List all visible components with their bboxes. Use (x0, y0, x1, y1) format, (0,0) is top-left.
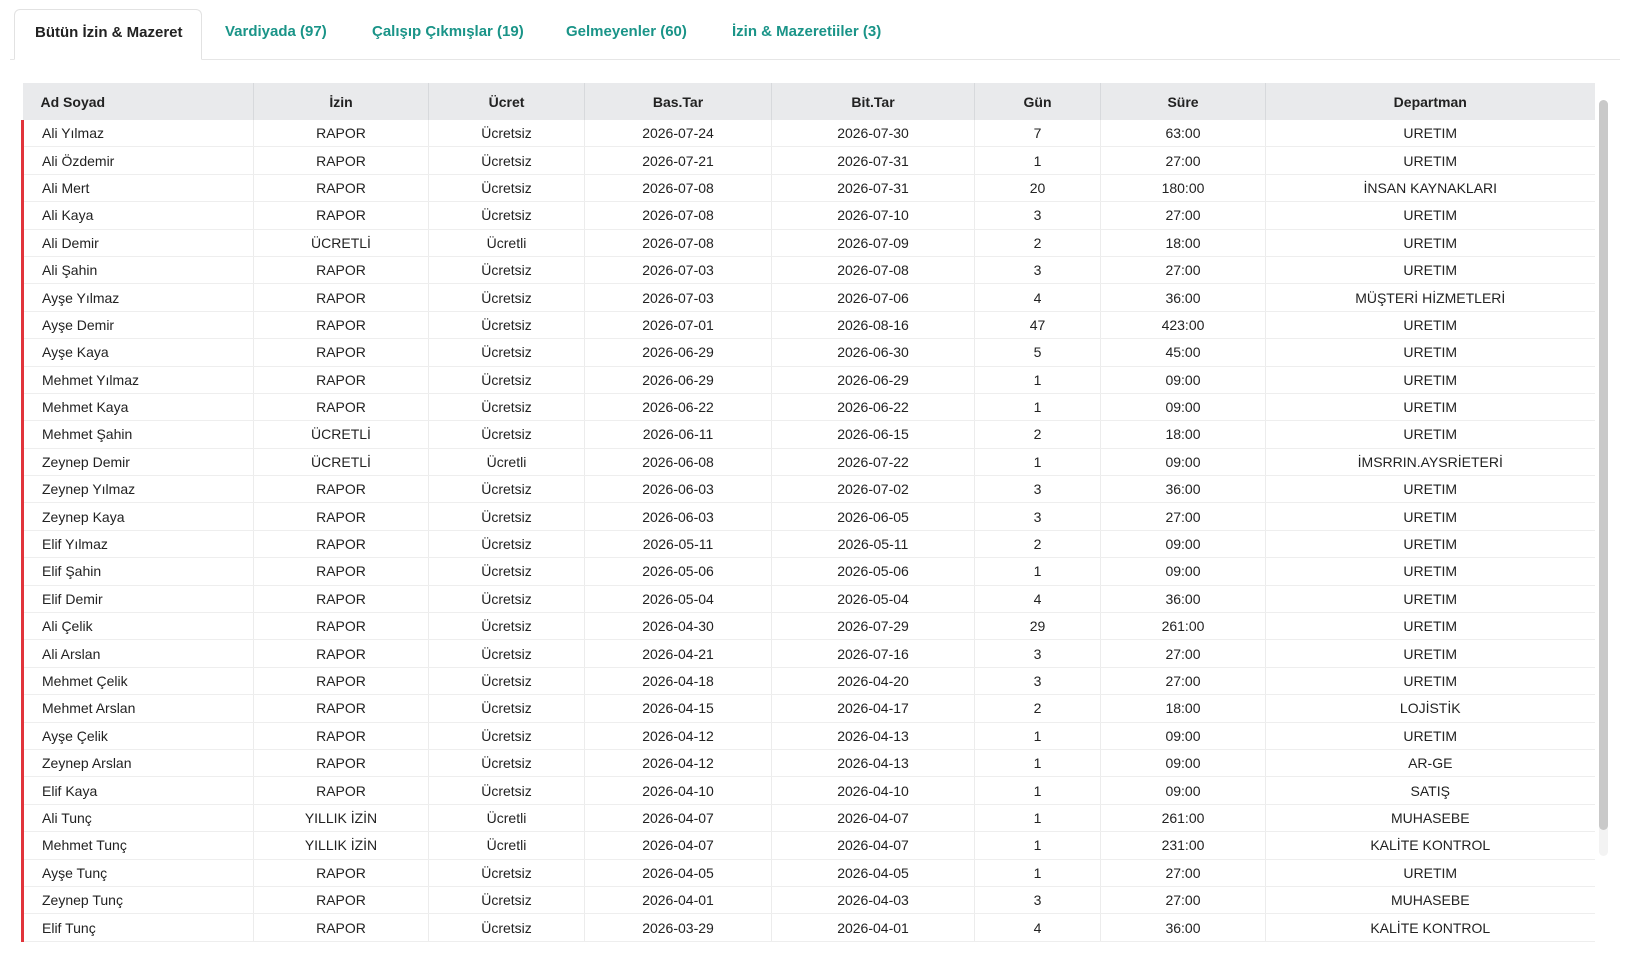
cell-name: Ayşe Çelik (23, 722, 254, 749)
cell-duration: 45:00 (1101, 339, 1266, 366)
cell-name: Zeynep Arslan (23, 749, 254, 776)
cell-end-date: 2026-07-16 (772, 640, 975, 667)
cell-department: URETIM (1266, 859, 1595, 886)
table-row[interactable] (23, 202, 1595, 229)
cell-duration: 261:00 (1101, 613, 1266, 640)
cell-duration: 09:00 (1101, 777, 1266, 804)
cell-name: Ayşe Demir (23, 311, 254, 338)
cell-department: URETIM (1266, 256, 1595, 283)
cell-leave-type: RAPOR (254, 202, 429, 229)
cell-leave-type: ÜCRETLİ (254, 448, 429, 475)
cell-end-date: 2026-07-30 (772, 120, 975, 147)
cell-duration: 09:00 (1101, 722, 1266, 749)
cell-start-date: 2026-05-06 (585, 558, 772, 585)
cell-end-date: 2026-05-11 (772, 530, 975, 557)
table-row[interactable] (23, 393, 1595, 420)
cell-days: 3 (975, 640, 1101, 667)
table-row[interactable] (23, 147, 1595, 174)
cell-name: Ali Tunç (23, 804, 254, 831)
leave-grid (21, 83, 1593, 936)
cell-leave-type: RAPOR (254, 339, 429, 366)
cell-days: 2 (975, 421, 1101, 448)
cell-duration: 09:00 (1101, 558, 1266, 585)
tab-bar (10, 9, 1620, 60)
cell-name: Mehmet Arslan (23, 695, 254, 722)
cell-start-date: 2026-04-12 (585, 722, 772, 749)
col-header-name[interactable]: Ad Soyad (23, 83, 254, 120)
cell-duration: 27:00 (1101, 256, 1266, 283)
cell-duration: 09:00 (1101, 448, 1266, 475)
cell-end-date: 2026-04-13 (772, 722, 975, 749)
cell-start-date: 2026-04-15 (585, 695, 772, 722)
table-row[interactable] (23, 749, 1595, 776)
cell-end-date: 2026-06-15 (772, 421, 975, 448)
cell-duration: 36:00 (1101, 476, 1266, 503)
col-header-days[interactable]: Gün (975, 83, 1101, 120)
table-row[interactable] (23, 120, 1595, 147)
cell-department: URETIM (1266, 393, 1595, 420)
cell-duration: 09:00 (1101, 393, 1266, 420)
cell-department: KALİTE KONTROL (1266, 914, 1595, 941)
cell-leave-type: RAPOR (254, 366, 429, 393)
cell-leave-type: RAPOR (254, 256, 429, 283)
cell-fee: Ücretsiz (429, 421, 585, 448)
cell-department: MUHASEBE (1266, 886, 1595, 913)
cell-department: URETIM (1266, 530, 1595, 557)
cell-fee: Ücretsiz (429, 558, 585, 585)
cell-days: 4 (975, 284, 1101, 311)
scrollbar-thumb[interactable] (1599, 100, 1608, 830)
cell-start-date: 2026-07-08 (585, 229, 772, 256)
cell-fee: Ücretsiz (429, 859, 585, 886)
table-row[interactable] (23, 421, 1595, 448)
cell-start-date: 2026-06-11 (585, 421, 772, 448)
cell-end-date: 2026-06-22 (772, 393, 975, 420)
cell-leave-type: RAPOR (254, 174, 429, 201)
table-row[interactable] (23, 448, 1595, 475)
cell-duration: 27:00 (1101, 640, 1266, 667)
cell-days: 2 (975, 229, 1101, 256)
cell-department: URETIM (1266, 229, 1595, 256)
cell-start-date: 2026-04-10 (585, 777, 772, 804)
cell-fee: Ücretli (429, 804, 585, 831)
cell-start-date: 2026-07-03 (585, 256, 772, 283)
cell-leave-type: RAPOR (254, 914, 429, 941)
cell-end-date: 2026-04-03 (772, 886, 975, 913)
cell-name: Ali Arslan (23, 640, 254, 667)
table-row[interactable] (23, 695, 1595, 722)
cell-fee: Ücretsiz (429, 722, 585, 749)
cell-name: Ayşe Yılmaz (23, 284, 254, 311)
table-row[interactable] (23, 558, 1595, 585)
cell-start-date: 2026-04-07 (585, 832, 772, 859)
cell-end-date: 2026-07-10 (772, 202, 975, 229)
table-row[interactable] (23, 914, 1595, 941)
cell-name: Mehmet Kaya (23, 393, 254, 420)
cell-leave-type: RAPOR (254, 859, 429, 886)
cell-start-date: 2026-07-08 (585, 202, 772, 229)
cell-start-date: 2026-04-12 (585, 749, 772, 776)
cell-leave-type: ÜCRETLİ (254, 421, 429, 448)
cell-end-date: 2026-07-29 (772, 613, 975, 640)
cell-duration: 27:00 (1101, 503, 1266, 530)
cell-duration: 36:00 (1101, 914, 1266, 941)
cell-leave-type: RAPOR (254, 120, 429, 147)
cell-days: 1 (975, 749, 1101, 776)
col-header-end[interactable]: Bit.Tar (772, 83, 975, 120)
col-header-fee[interactable]: Ücret (429, 83, 585, 120)
cell-fee: Ücretsiz (429, 886, 585, 913)
table-row[interactable] (23, 229, 1595, 256)
cell-fee: Ücretsiz (429, 256, 585, 283)
leave-table (21, 83, 1595, 942)
cell-name: Mehmet Şahin (23, 421, 254, 448)
cell-end-date: 2026-08-16 (772, 311, 975, 338)
cell-fee: Ücretsiz (429, 530, 585, 557)
cell-days: 3 (975, 202, 1101, 229)
cell-days: 1 (975, 832, 1101, 859)
cell-leave-type: RAPOR (254, 777, 429, 804)
cell-end-date: 2026-06-30 (772, 339, 975, 366)
cell-fee: Ücretsiz (429, 613, 585, 640)
cell-duration: 09:00 (1101, 749, 1266, 776)
cell-name: Mehmet Yılmaz (23, 366, 254, 393)
cell-end-date: 2026-04-13 (772, 749, 975, 776)
cell-fee: Ücretsiz (429, 914, 585, 941)
cell-end-date: 2026-07-02 (772, 476, 975, 503)
table-row[interactable] (23, 832, 1595, 859)
cell-days: 3 (975, 886, 1101, 913)
cell-name: Ayşe Kaya (23, 339, 254, 366)
cell-start-date: 2026-04-30 (585, 613, 772, 640)
cell-end-date: 2026-04-10 (772, 777, 975, 804)
col-header-start[interactable]: Bas.Tar (585, 83, 772, 120)
cell-days: 3 (975, 503, 1101, 530)
cell-duration: 27:00 (1101, 202, 1266, 229)
cell-name: Ali Özdemir (23, 147, 254, 174)
cell-department: URETIM (1266, 585, 1595, 612)
col-header-department[interactable]: Departman (1266, 83, 1595, 120)
cell-fee: Ücretsiz (429, 476, 585, 503)
cell-department: URETIM (1266, 366, 1595, 393)
cell-end-date: 2026-07-22 (772, 448, 975, 475)
cell-leave-type: ÜCRETLİ (254, 229, 429, 256)
cell-leave-type: RAPOR (254, 886, 429, 913)
cell-name: Elif Şahin (23, 558, 254, 585)
cell-fee: Ücretsiz (429, 174, 585, 201)
table-row[interactable] (23, 804, 1595, 831)
cell-leave-type: YILLIK İZİN (254, 804, 429, 831)
cell-days: 1 (975, 722, 1101, 749)
cell-leave-type: RAPOR (254, 393, 429, 420)
cell-department: URETIM (1266, 640, 1595, 667)
cell-leave-type: RAPOR (254, 311, 429, 338)
table-row[interactable] (23, 311, 1595, 338)
cell-start-date: 2026-04-21 (585, 640, 772, 667)
cell-days: 3 (975, 476, 1101, 503)
cell-leave-type: YILLIK İZİN (254, 832, 429, 859)
cell-days: 1 (975, 804, 1101, 831)
cell-leave-type: RAPOR (254, 585, 429, 612)
table-row[interactable] (23, 503, 1595, 530)
cell-duration: 231:00 (1101, 832, 1266, 859)
tab-absent[interactable]: Gelmeyenler (60) (566, 23, 687, 40)
cell-end-date: 2026-06-29 (772, 366, 975, 393)
cell-start-date: 2026-06-08 (585, 448, 772, 475)
cell-duration: 09:00 (1101, 530, 1266, 557)
cell-days: 1 (975, 859, 1101, 886)
cell-duration: 36:00 (1101, 585, 1266, 612)
cell-duration: 09:00 (1101, 366, 1266, 393)
cell-leave-type: RAPOR (254, 476, 429, 503)
cell-days: 47 (975, 311, 1101, 338)
cell-department: URETIM (1266, 613, 1595, 640)
cell-start-date: 2026-05-04 (585, 585, 772, 612)
table-row[interactable] (23, 585, 1595, 612)
cell-department: URETIM (1266, 147, 1595, 174)
cell-end-date: 2026-04-05 (772, 859, 975, 886)
cell-start-date: 2026-06-03 (585, 476, 772, 503)
cell-start-date: 2026-04-07 (585, 804, 772, 831)
cell-end-date: 2026-04-07 (772, 804, 975, 831)
table-row[interactable] (23, 667, 1595, 694)
cell-department: AR-GE (1266, 749, 1595, 776)
cell-start-date: 2026-06-29 (585, 366, 772, 393)
cell-days: 3 (975, 667, 1101, 694)
vertical-scrollbar[interactable] (1599, 100, 1608, 856)
cell-duration: 18:00 (1101, 695, 1266, 722)
cell-fee: Ücretsiz (429, 585, 585, 612)
cell-leave-type: RAPOR (254, 613, 429, 640)
cell-days: 1 (975, 366, 1101, 393)
cell-name: Elif Yılmaz (23, 530, 254, 557)
cell-name: Elif Tunç (23, 914, 254, 941)
cell-department: MUHASEBE (1266, 804, 1595, 831)
cell-name: Elif Kaya (23, 777, 254, 804)
cell-name: Elif Demir (23, 585, 254, 612)
cell-end-date: 2026-04-01 (772, 914, 975, 941)
cell-leave-type: RAPOR (254, 667, 429, 694)
cell-start-date: 2026-06-29 (585, 339, 772, 366)
cell-department: İNSAN KAYNAKLARI (1266, 174, 1595, 201)
cell-start-date: 2026-07-01 (585, 311, 772, 338)
cell-duration: 423:00 (1101, 311, 1266, 338)
cell-name: Mehmet Tunç (23, 832, 254, 859)
cell-duration: 180:00 (1101, 174, 1266, 201)
cell-days: 3 (975, 256, 1101, 283)
cell-department: URETIM (1266, 476, 1595, 503)
cell-duration: 36:00 (1101, 284, 1266, 311)
table-row[interactable] (23, 777, 1595, 804)
table-row[interactable] (23, 886, 1595, 913)
cell-days: 7 (975, 120, 1101, 147)
cell-duration: 261:00 (1101, 804, 1266, 831)
cell-duration: 27:00 (1101, 667, 1266, 694)
cell-fee: Ücretsiz (429, 147, 585, 174)
table-row[interactable] (23, 256, 1595, 283)
cell-department: URETIM (1266, 202, 1595, 229)
cell-department: URETIM (1266, 667, 1595, 694)
table-row[interactable] (23, 859, 1595, 886)
cell-days: 1 (975, 393, 1101, 420)
table-row[interactable] (23, 284, 1595, 311)
cell-fee: Ücretsiz (429, 284, 585, 311)
cell-name: Zeynep Demir (23, 448, 254, 475)
cell-end-date: 2026-07-06 (772, 284, 975, 311)
cell-days: 4 (975, 914, 1101, 941)
cell-department: İMSRRIN.AYSRİETERİ (1266, 448, 1595, 475)
cell-duration: 18:00 (1101, 229, 1266, 256)
cell-days: 5 (975, 339, 1101, 366)
cell-end-date: 2026-07-09 (772, 229, 975, 256)
cell-leave-type: RAPOR (254, 722, 429, 749)
cell-end-date: 2026-06-05 (772, 503, 975, 530)
cell-leave-type: RAPOR (254, 530, 429, 557)
cell-days: 1 (975, 147, 1101, 174)
cell-duration: 27:00 (1101, 886, 1266, 913)
cell-leave-type: RAPOR (254, 147, 429, 174)
cell-start-date: 2026-07-21 (585, 147, 772, 174)
cell-duration: 27:00 (1101, 147, 1266, 174)
cell-department: SATIŞ (1266, 777, 1595, 804)
cell-days: 1 (975, 777, 1101, 804)
cell-department: KALİTE KONTROL (1266, 832, 1595, 859)
cell-end-date: 2026-04-07 (772, 832, 975, 859)
cell-fee: Ücretsiz (429, 777, 585, 804)
cell-days: 1 (975, 448, 1101, 475)
cell-department: LOJİSTİK (1266, 695, 1595, 722)
tab-on-shift[interactable]: Vardiyada (97) (225, 23, 327, 40)
col-header-duration[interactable]: Süre (1101, 83, 1266, 120)
cell-leave-type: RAPOR (254, 558, 429, 585)
cell-start-date: 2026-06-03 (585, 503, 772, 530)
cell-name: Ali Şahin (23, 256, 254, 283)
cell-name: Zeynep Tunç (23, 886, 254, 913)
cell-name: Zeynep Kaya (23, 503, 254, 530)
cell-days: 2 (975, 530, 1101, 557)
col-header-leave[interactable]: İzin (254, 83, 429, 120)
cell-start-date: 2026-07-08 (585, 174, 772, 201)
cell-fee: Ücretsiz (429, 667, 585, 694)
cell-name: Mehmet Çelik (23, 667, 254, 694)
cell-fee: Ücretsiz (429, 695, 585, 722)
cell-start-date: 2026-04-18 (585, 667, 772, 694)
cell-department: URETIM (1266, 558, 1595, 585)
cell-fee: Ücretsiz (429, 311, 585, 338)
cell-leave-type: RAPOR (254, 749, 429, 776)
cell-days: 2 (975, 695, 1101, 722)
cell-days: 4 (975, 585, 1101, 612)
tab-all-leave[interactable]: Bütün İzin & Mazeret (14, 9, 202, 60)
cell-fee: Ücretsiz (429, 202, 585, 229)
cell-department: URETIM (1266, 722, 1595, 749)
cell-end-date: 2026-05-06 (772, 558, 975, 585)
cell-duration: 63:00 (1101, 120, 1266, 147)
cell-start-date: 2026-07-24 (585, 120, 772, 147)
table-row[interactable] (23, 530, 1595, 557)
cell-leave-type: RAPOR (254, 695, 429, 722)
cell-fee: Ücretsiz (429, 749, 585, 776)
cell-start-date: 2026-04-01 (585, 886, 772, 913)
cell-fee: Ücretsiz (429, 503, 585, 530)
table-row[interactable] (23, 476, 1595, 503)
cell-start-date: 2026-03-29 (585, 914, 772, 941)
cell-department: URETIM (1266, 503, 1595, 530)
cell-name: Ali Yılmaz (23, 120, 254, 147)
cell-name: Ayşe Tunç (23, 859, 254, 886)
cell-department: URETIM (1266, 421, 1595, 448)
cell-fee: Ücretsiz (429, 120, 585, 147)
cell-fee: Ücretsiz (429, 393, 585, 420)
cell-start-date: 2026-07-03 (585, 284, 772, 311)
cell-department: URETIM (1266, 339, 1595, 366)
table-row[interactable] (23, 640, 1595, 667)
cell-leave-type: RAPOR (254, 503, 429, 530)
cell-department: URETIM (1266, 120, 1595, 147)
cell-department: MÜŞTERİ HİZMETLERİ (1266, 284, 1595, 311)
cell-fee: Ücretsiz (429, 640, 585, 667)
cell-department: URETIM (1266, 311, 1595, 338)
cell-end-date: 2026-04-17 (772, 695, 975, 722)
cell-fee: Ücretsiz (429, 339, 585, 366)
cell-start-date: 2026-05-11 (585, 530, 772, 557)
table-header-row (23, 83, 1595, 120)
cell-end-date: 2026-07-08 (772, 256, 975, 283)
cell-end-date: 2026-04-20 (772, 667, 975, 694)
cell-leave-type: RAPOR (254, 284, 429, 311)
cell-fee: Ücretli (429, 832, 585, 859)
cell-duration: 27:00 (1101, 859, 1266, 886)
cell-name: Ali Demir (23, 229, 254, 256)
table-row[interactable] (23, 366, 1595, 393)
cell-days: 20 (975, 174, 1101, 201)
tab-on-leave[interactable]: İzin & Mazeretiiler (3) (732, 23, 882, 40)
cell-end-date: 2026-07-31 (772, 147, 975, 174)
cell-duration: 18:00 (1101, 421, 1266, 448)
cell-start-date: 2026-04-05 (585, 859, 772, 886)
tab-worked-left[interactable]: Çalışıp Çıkmışlar (19) (372, 23, 524, 40)
cell-end-date: 2026-07-31 (772, 174, 975, 201)
cell-name: Zeynep Yılmaz (23, 476, 254, 503)
cell-fee: Ücretli (429, 229, 585, 256)
cell-name: Ali Mert (23, 174, 254, 201)
cell-fee: Ücretli (429, 448, 585, 475)
cell-fee: Ücretsiz (429, 366, 585, 393)
cell-days: 29 (975, 613, 1101, 640)
cell-name: Ali Çelik (23, 613, 254, 640)
table-row[interactable] (23, 339, 1595, 366)
cell-start-date: 2026-06-22 (585, 393, 772, 420)
table-row[interactable] (23, 722, 1595, 749)
cell-end-date: 2026-05-04 (772, 585, 975, 612)
table-row[interactable] (23, 613, 1595, 640)
table-row[interactable] (23, 174, 1595, 201)
cell-leave-type: RAPOR (254, 640, 429, 667)
cell-name: Ali Kaya (23, 202, 254, 229)
cell-days: 1 (975, 558, 1101, 585)
